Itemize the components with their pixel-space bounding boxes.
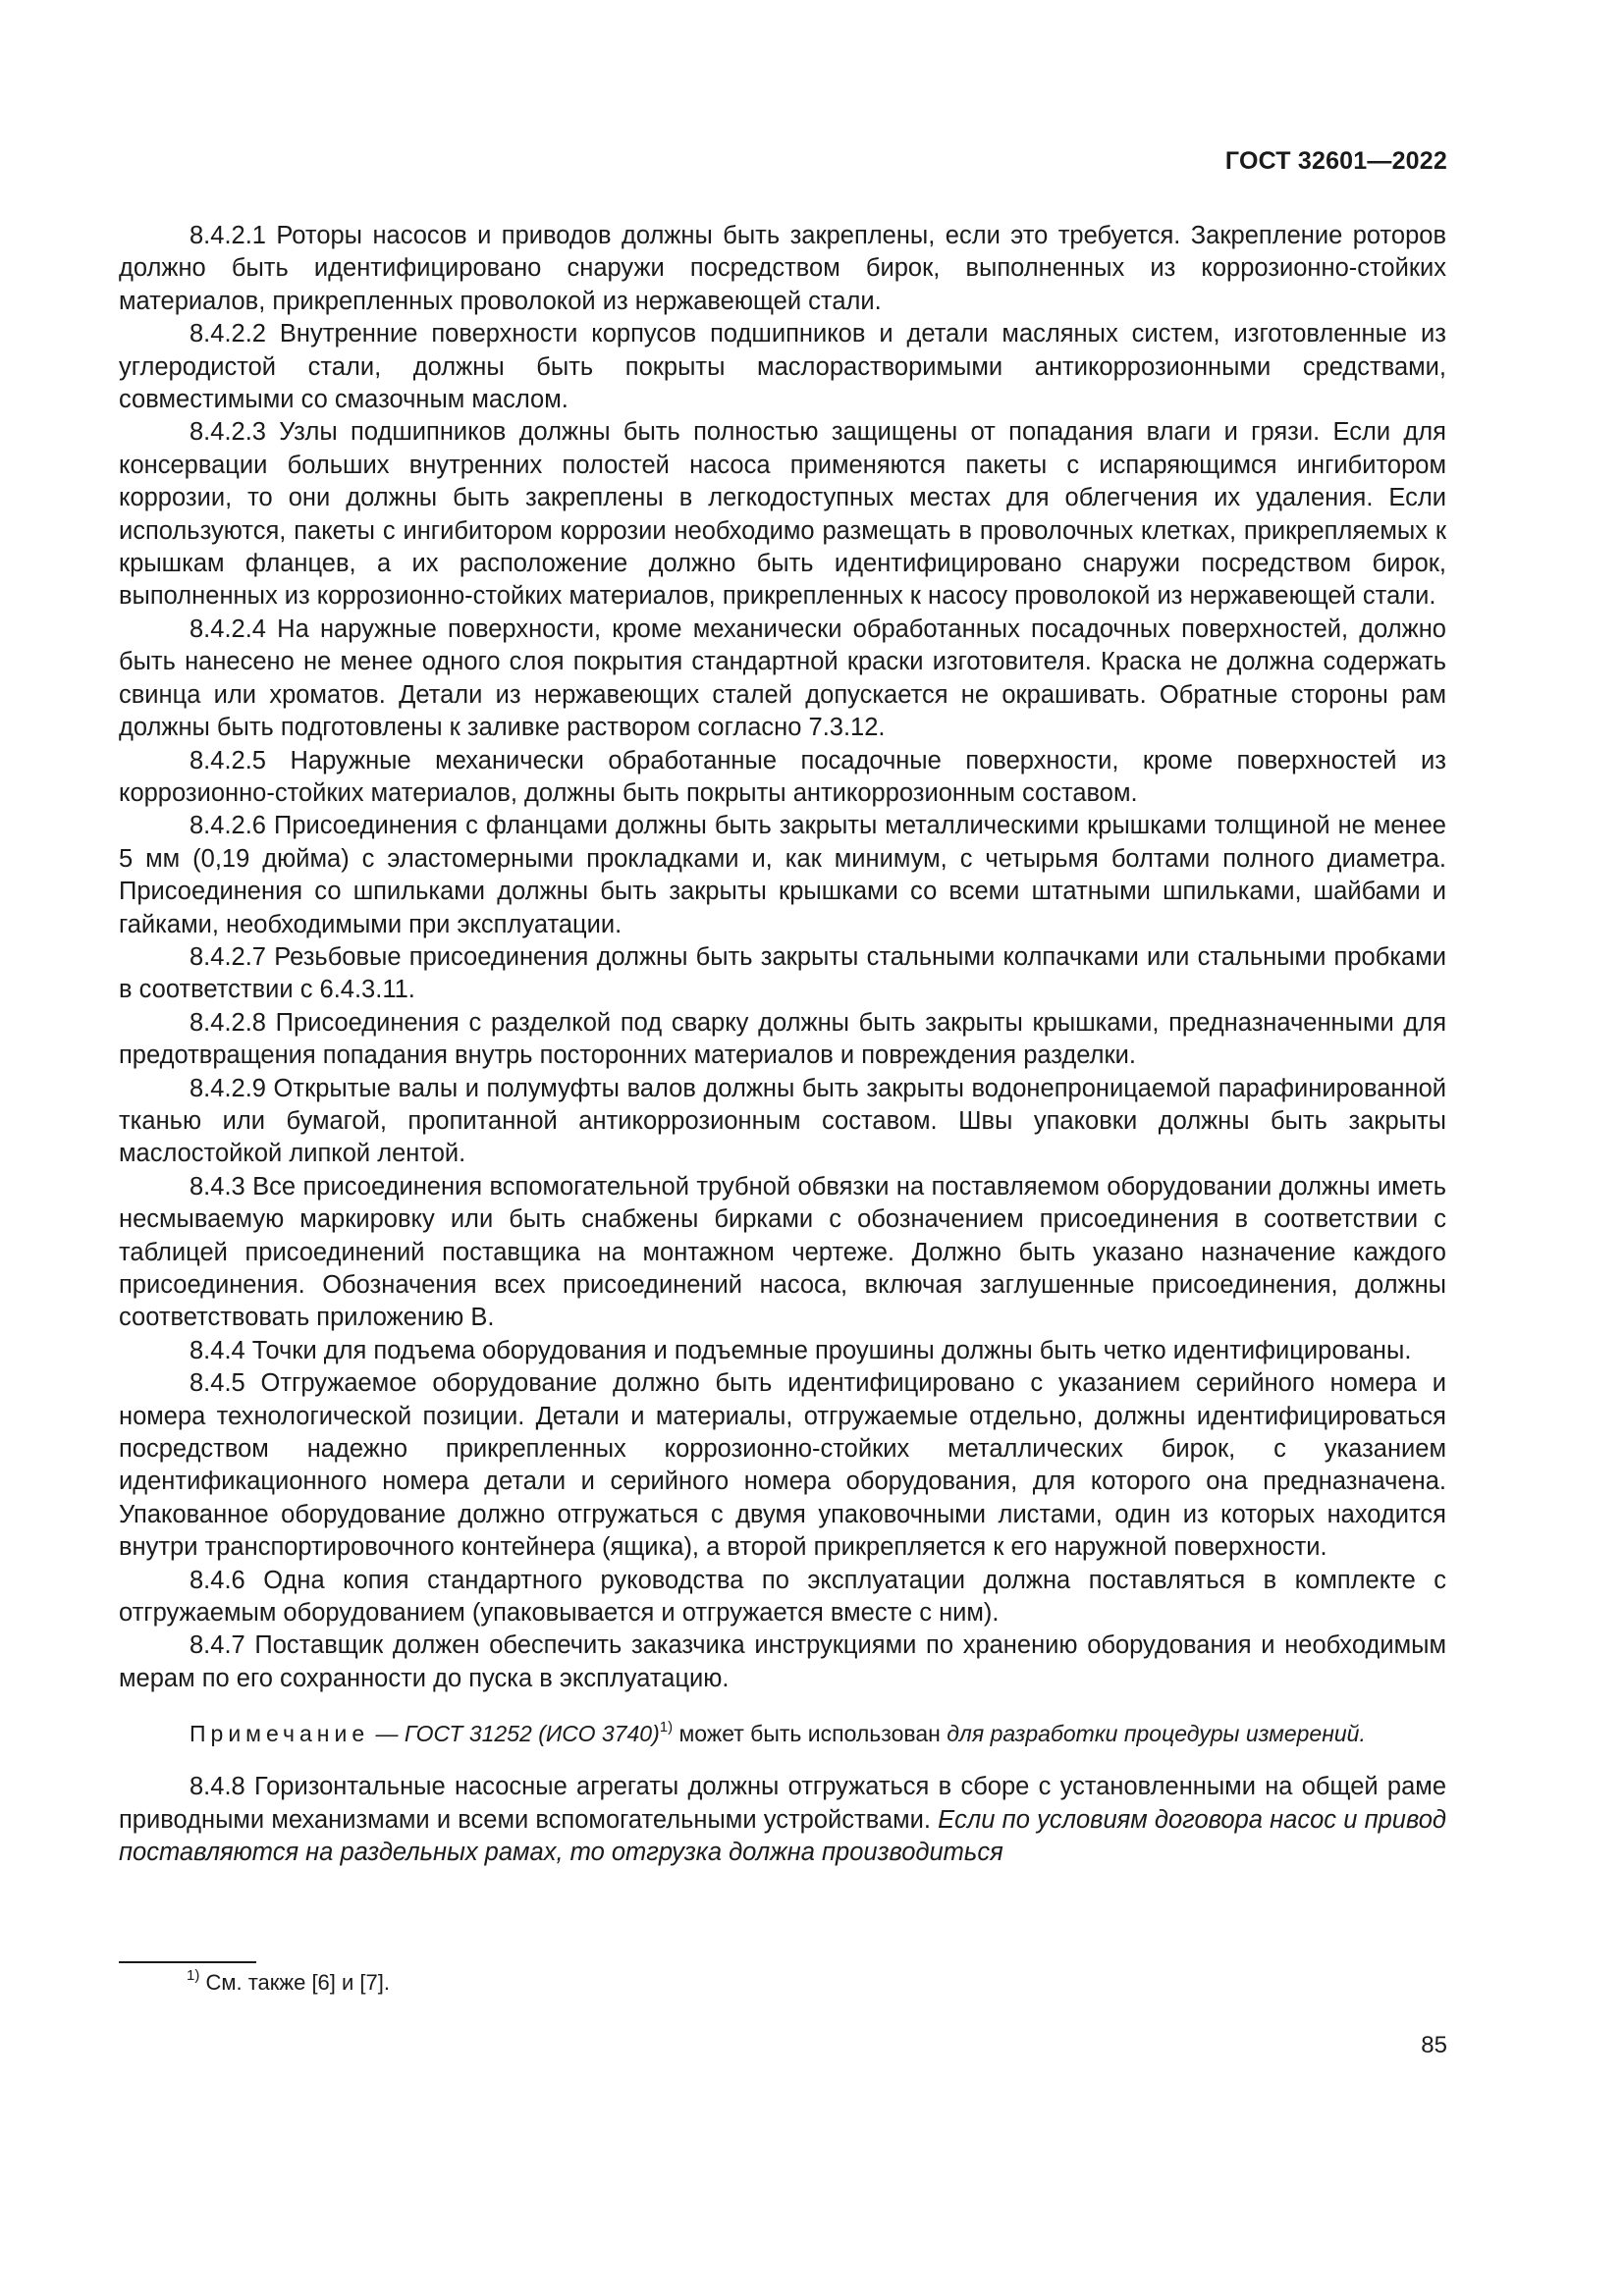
footnote <box>187 1967 390 1996</box>
paragraph-8-4-2-1: 8.4.2.1 Роторы насосов и приводов должны быть закреплены, если это требуется. Закрепление роторов должно быть идентифицировано снаружи посредством бирок, выполненных из коррозионно-стойких материалов, прикрепленных проволокой из нержавеющей стали. <box>119 222 1446 315</box>
paragraph-8-4-2-2: 8.4.2.2 Внутренние поверхности корпусов подшипников и детали масляных систем, изготовленные из углеродистой стали, должны быть покрыты маслорастворимыми антикоррозионными средствами, совместимыми со смазочным маслом. <box>119 320 1446 414</box>
footnote-marker: 1) <box>187 1967 200 1984</box>
note <box>119 1718 1446 1749</box>
paragraph-8-4-8-italic: Если по условиям договора насос и привод поставляются на раздельных рамах, то отгрузка должна производиться <box>119 1805 1446 1867</box>
paragraph-8-4-2-9: 8.4.2.9 Открытые валы и полумуфты валов должны быть закрыты водонепроницаемой парафинированной тканью или бумагой, пропитанной антикоррозионным составом. Швы упаковки должны быть закрыты маслостойкой липкой лентой. <box>119 1074 1446 1168</box>
paragraph-8-4-2-7: 8.4.2.7 Резьбовые присоединения должны быть закрыты стальными колпачками или стальными пробками в соответствии с 6.4.3.11. <box>119 942 1446 1004</box>
paragraph-8-4-8-text: 8.4.8 Горизонтальные насосные агрегаты должны отгружаться в сборе с установленными на общей раме приводными механизмами и всеми вспомогательными устройствами. <box>119 1773 1446 1834</box>
footnote-separator <box>119 1961 256 1963</box>
page-number: 85 <box>1421 2032 1447 2058</box>
paragraph-8-4-4: 8.4.4 Точки для подъема оборудования и подъемные проушины должны быть четко идентифицированы. <box>189 1336 1412 1364</box>
footnote-text: См. также [6] и [7]. <box>199 1970 390 1995</box>
note-footnote-marker: 1) <box>659 1719 674 1736</box>
paragraph-8-4-7: 8.4.7 Поставщик должен обеспечить заказчика инструкциями по хранению оборудования и необходимым мерам по его сохранности до пуска в эксплуатацию. <box>119 1631 1446 1692</box>
note-label: Примечание <box>189 1721 370 1747</box>
paragraph-8-4-2-5: 8.4.2.5 Наружные механически обработанные посадочные поверхности, кроме поверхностей из коррозионно-стойких материалов, должны быть покрыты антикоррозионным составом. <box>119 746 1446 807</box>
note-middle-text: может быть использован <box>673 1721 947 1747</box>
note-dash: — <box>369 1721 405 1747</box>
paragraph-8-4-2-4: 8.4.2.4 На наружные поверхности, кроме механически обработанных посадочных поверхностей, должно быть нанесено не менее одного слоя покрытия стандартной краски изготовителя. Краска не должна содержать свинца или хроматов. Детали из нержавеющих сталей допускается не окрашивать. Обратные стороны рам должны быть подготовлены к заливке раствором согласно 7.3.12. <box>119 614 1446 742</box>
paragraph-8-4-8 <box>119 1771 1446 1869</box>
main-text <box>119 220 1446 1870</box>
paragraph-8-4-6: 8.4.6 Одна копия стандартного руководства по эксплуатации должна поставляться в комплекте с отгружаемым оборудованием (упаковывается и отгружается вместе с ним). <box>119 1566 1446 1628</box>
paragraph-8-4-5: 8.4.5 Отгружаемое оборудование должно быть идентифицировано с указанием серийного номера и номера технологической позиции. Детали и материалы, отгружаемые отдельно, должны идентифицироваться посредством надежно прикрепленных коррозионно-стойких металлических бирок, с указанием идентификационного номера детали и серийного номера оборудования, для которого она предназначена. Упакованное оборудование должно отгружаться с двумя упаковочными листами, один из которых находится внутри транспортировочного контейнера (ящика), а второй прикрепляется к его наружной поверхности. <box>119 1369 1446 1562</box>
paragraph-8-4-2-6: 8.4.2.6 Присоединения с фланцами должны быть закрыты металлическими крышками толщиной не менее 5 мм (0,19 дюйма) с эластомерными прокладками и, как минимум, с четырьмя болтами полного диаметра. Присоединения со шпильками должны быть закрыты крышками со всеми штатными шпильками, шайбами и гайками, необходимыми при эксплуатации. <box>119 812 1446 938</box>
document-code: ГОСТ 32601—2022 <box>1224 147 1447 175</box>
paragraph-8-4-2-3: 8.4.2.3 Узлы подшипников должны быть полностью защищены от попадания влаги и грязи. Если для консервации больших внутренних полостей насоса применяются пакеты с испаряющимся ингибитором коррозии, то они должны быть закреплены в легкодоступных местах для облегчения их удаления. Если используются, пакеты с ингибитором коррозии необходимо размещать в проволочных клетках, прикрепляемых к крышкам фланцев, а их расположение должно быть идентифицировано снаружи посредством бирок, выполненных из коррозионно-стойких материалов, прикрепленных к насосу проволокой из нержавеющей стали. <box>119 418 1446 611</box>
note-tail-text: для разработки процедуры измерений. <box>947 1721 1366 1747</box>
note-reference: ГОСТ 31252 (ИСО 3740) <box>404 1721 660 1747</box>
paragraph-8-4-2-8: 8.4.2.8 Присоединения с разделкой под сварку должны быть закрыты крышками, предназначенными для предотвращения попадания внутрь посторонних материалов и повреждения разделки. <box>119 1008 1446 1070</box>
paragraph-8-4-3: 8.4.3 Все присоединения вспомогательной трубной обвязки на поставляемом оборудовании должны иметь несмываемую маркировку или быть снабжены бирками с обозначением присоединения в соответствии с таблицей присоединений поставщика на монтажном чертеже. Должно быть указано назначение каждого присоединения. Обозначения всех присоединений насоса, включая заглушенные присоединения, должны соответствовать приложению В. <box>119 1172 1446 1332</box>
